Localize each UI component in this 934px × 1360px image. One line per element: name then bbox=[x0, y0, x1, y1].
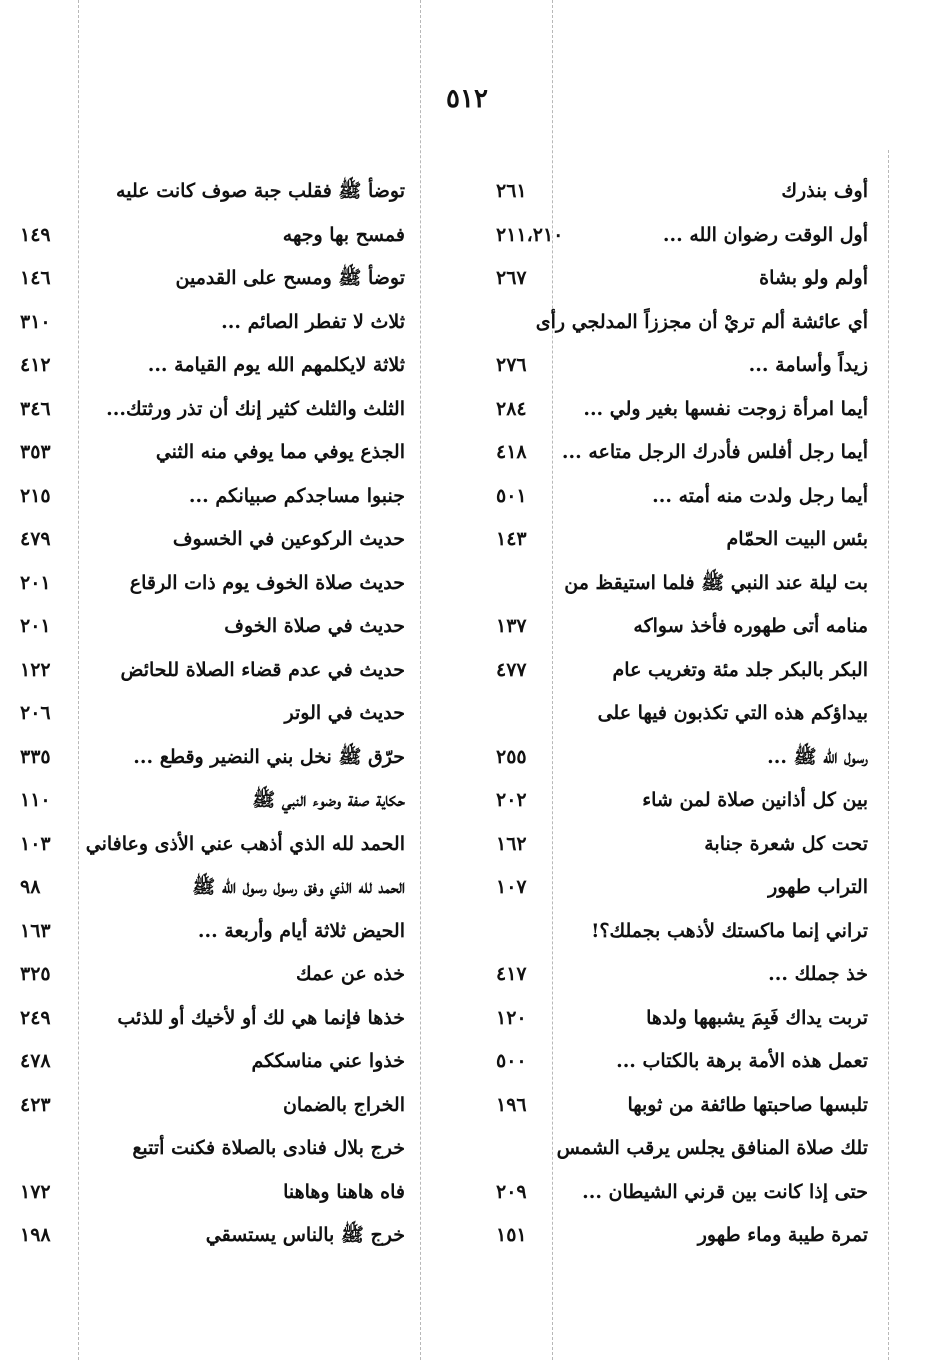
entry-page-number: ١٦٣ bbox=[20, 919, 51, 942]
entry-page-number: ٣٥٣ bbox=[20, 441, 51, 463]
entry-text: توضأ ﷺ ومسح على القدمين bbox=[175, 267, 405, 289]
entry-text: الحمد لله الذي وفق رسول رسول الله ﷺ bbox=[192, 876, 405, 898]
entry-text: رسول الله ﷺ ... bbox=[767, 745, 868, 768]
index-entry bbox=[10, 1084, 405, 1128]
index-entry bbox=[10, 953, 405, 997]
index-entry bbox=[10, 649, 405, 693]
entry-text: بئس البيت الحمّام bbox=[726, 528, 868, 550]
entry-text: أوف بنذرك bbox=[781, 180, 868, 202]
index-entry bbox=[478, 736, 868, 780]
index-entry bbox=[10, 1171, 405, 1215]
index-entry bbox=[478, 388, 868, 432]
entry-text: فاه هاهنا وهاهنا bbox=[283, 1180, 405, 1203]
entry-page-number: ١٠٧ bbox=[496, 876, 527, 898]
entry-page-number: ٣٢٥ bbox=[20, 963, 51, 985]
entry-page-number: ٢٨٤ bbox=[496, 397, 527, 420]
entry-page-number: ١٢٠ bbox=[496, 1006, 527, 1029]
index-entry bbox=[10, 1214, 405, 1258]
entry-text: حديث صلاة الخوف يوم ذات الرقاع bbox=[129, 571, 405, 594]
entry-text: جنبوا مساجدكم صبيانكم ... bbox=[188, 484, 405, 507]
entry-text: ثلاث لا تفطر الصائم ... bbox=[221, 310, 405, 333]
column-divider-right bbox=[888, 150, 889, 1360]
index-entry bbox=[478, 605, 868, 649]
page-number: ٥١٢ bbox=[446, 84, 488, 114]
entry-page-number: ٢٠١ bbox=[20, 571, 51, 594]
entry-text: تعمل هذه الأمة برهة بالكتاب ... bbox=[616, 1050, 868, 1072]
entry-text: ثلاثة لايكلمهم الله يوم القيامة ... bbox=[147, 354, 405, 376]
index-entry bbox=[10, 431, 405, 475]
entry-text: حديث في عدم قضاء الصلاة للحائض bbox=[120, 658, 405, 681]
index-entry bbox=[478, 779, 868, 823]
index-entry bbox=[478, 344, 868, 388]
column-divider-center-a bbox=[420, 0, 421, 1360]
entry-page-number: ٥٠١ bbox=[496, 484, 527, 507]
entry-page-number: ٩٨ bbox=[20, 876, 41, 898]
entry-text: حديث في الوتر bbox=[284, 702, 405, 724]
index-entry bbox=[478, 301, 868, 345]
entry-text: الخراج بالضمان bbox=[282, 1093, 405, 1116]
entry-text: تمرة طيبة وماء طهور bbox=[697, 1224, 868, 1246]
index-entry bbox=[10, 736, 405, 780]
index-entry bbox=[478, 866, 868, 910]
index-entry bbox=[478, 1040, 868, 1084]
entry-page-number: ٤٧٧ bbox=[496, 658, 527, 681]
entry-page-number: ٤١٢ bbox=[20, 354, 51, 376]
entry-text: الجذع يوفي مما يوفي منه الثني bbox=[155, 441, 405, 463]
entry-page-number: ٤١٧ bbox=[496, 963, 527, 985]
entry-page-number: ١٦٢ bbox=[496, 832, 527, 855]
entry-page-number: ٢٧٦ bbox=[496, 354, 527, 376]
entry-text: حكاية صفة وضوء النبي ﷺ bbox=[252, 789, 405, 811]
entry-page-number: ٢١١،٢١٠ bbox=[496, 223, 564, 246]
entry-text: حديث في صلاة الخوف bbox=[224, 615, 405, 637]
index-entry bbox=[478, 1171, 868, 1215]
entry-page-number: ١٠٣ bbox=[20, 832, 51, 855]
entry-text: أول الوقت رضوان الله ... bbox=[662, 223, 868, 246]
entry-text: خذ جملك ... bbox=[768, 963, 868, 985]
index-entry bbox=[10, 605, 405, 649]
entry-page-number: ٢٠٩ bbox=[496, 1180, 527, 1203]
index-entry bbox=[478, 562, 868, 606]
entry-text: تلبسها صاحبتها طائفة من ثوبها bbox=[627, 1093, 868, 1116]
index-entry bbox=[478, 518, 868, 562]
index-entry bbox=[10, 214, 405, 258]
entry-page-number: ٢٥٥ bbox=[496, 745, 527, 768]
index-entry bbox=[478, 823, 868, 867]
entry-text: التراب طهور bbox=[768, 876, 868, 898]
entry-page-number: ١٥١ bbox=[496, 1224, 527, 1246]
index-entry bbox=[478, 170, 868, 214]
entry-page-number: ٢٠١ bbox=[20, 615, 51, 637]
entry-text: منامه أتى طهوره فأخذ سواكه bbox=[633, 615, 868, 637]
index-entry bbox=[478, 953, 868, 997]
index-entry bbox=[478, 1214, 868, 1258]
entry-text: أولم ولو بشاة bbox=[759, 267, 868, 289]
index-entry bbox=[10, 301, 405, 345]
entry-page-number: ٢٤٩ bbox=[20, 1006, 51, 1029]
index-entry bbox=[10, 823, 405, 867]
entry-page-number: ٣١٠ bbox=[20, 310, 51, 333]
index-entry bbox=[10, 1127, 405, 1171]
entry-text: خذوا عني مناسككم bbox=[251, 1050, 405, 1072]
entry-text: أي عائشة ألم تريْ أن مجززاً المدلجي رأى bbox=[535, 310, 868, 333]
index-entry bbox=[10, 257, 405, 301]
index-entry bbox=[10, 910, 405, 954]
index-entry bbox=[10, 997, 405, 1041]
entry-page-number: ٤٢٣ bbox=[20, 1093, 51, 1116]
entry-page-number: ٢١٥ bbox=[20, 484, 51, 507]
entry-page-number: ١٧٢ bbox=[20, 1180, 51, 1203]
entry-page-number: ١٤٦ bbox=[20, 267, 51, 289]
index-entry bbox=[10, 170, 405, 214]
index-entry bbox=[10, 344, 405, 388]
index-entry bbox=[478, 649, 868, 693]
index-entry bbox=[478, 910, 868, 954]
entry-text: الحمد لله الذي أذهب عني الأذى وعافاني bbox=[85, 832, 405, 855]
index-entry bbox=[10, 475, 405, 519]
index-column-left bbox=[10, 170, 405, 1258]
index-entry bbox=[10, 1040, 405, 1084]
entry-page-number: ١٤٩ bbox=[20, 223, 51, 246]
index-entry bbox=[10, 562, 405, 606]
index-entry bbox=[478, 431, 868, 475]
index-entry bbox=[478, 997, 868, 1041]
index-entry bbox=[478, 475, 868, 519]
index-column-right bbox=[478, 170, 868, 1258]
entry-text: توضأ ﷺ فقلب جبة صوف كانت عليه bbox=[116, 180, 405, 202]
entry-text: حتى إذا كانت بين قرني الشيطان ... bbox=[582, 1180, 868, 1203]
entry-text: خرج بلال فنادى بالصلاة فكنت أتتبع bbox=[132, 1137, 405, 1159]
entry-text: خذه عن عمك bbox=[295, 963, 405, 985]
entry-page-number: ١٩٦ bbox=[496, 1093, 527, 1116]
index-entry bbox=[10, 692, 405, 736]
entry-text: أيما رجل ولدت منه أمته ... bbox=[652, 484, 868, 507]
entry-text: الثلث والثلث كثير إنك أن تذر ورثتك... bbox=[106, 397, 405, 420]
entry-page-number: ١٤٣ bbox=[496, 528, 527, 550]
entry-text: الحيض ثلاثة أيام وأربعة ... bbox=[197, 919, 405, 942]
index-entry bbox=[10, 866, 405, 910]
entry-page-number: ١٣٧ bbox=[496, 615, 527, 637]
entry-page-number: ٣٣٥ bbox=[20, 745, 51, 768]
entry-text: بيداؤكم هذه التي تكذبون فيها على bbox=[597, 702, 868, 724]
entry-page-number: ٥٠٠ bbox=[496, 1050, 527, 1072]
entry-text: تربت يداك فَبِمَ يشبهها ولدها bbox=[646, 1006, 868, 1029]
index-entry bbox=[10, 388, 405, 432]
entry-text: بت ليلة عند النبي ﷺ فلما استيقظ من bbox=[564, 571, 868, 594]
entry-page-number: ١١٠ bbox=[20, 789, 51, 811]
entry-text: خذها فإنما هي لك أو لأخيك أو للذئب bbox=[117, 1006, 405, 1029]
entry-text: تحت كل شعرة جنابة bbox=[704, 832, 868, 855]
entry-page-number: ١٩٨ bbox=[20, 1224, 51, 1246]
entry-page-number: ٢٠٦ bbox=[20, 702, 51, 724]
entry-page-number: ٢٦٧ bbox=[496, 267, 527, 289]
entry-text: أيما امرأة زوجت نفسها بغير ولي ... bbox=[583, 397, 868, 420]
entry-page-number: ٢٠٢ bbox=[496, 789, 527, 811]
entry-text: البكر بالبكر جلد مئة وتغريب عام bbox=[612, 658, 868, 681]
entry-text: خرج ﷺ بالناس يستسقي bbox=[205, 1224, 405, 1246]
entry-page-number: ٣٤٦ bbox=[20, 397, 51, 420]
entry-text: بين كل أذانين صلاة لمن شاء bbox=[642, 789, 868, 811]
entry-text: تلك صلاة المنافق يجلس يرقب الشمس bbox=[556, 1137, 868, 1159]
entry-page-number: ١٢٢ bbox=[20, 658, 51, 681]
entry-page-number: ٤١٨ bbox=[496, 441, 527, 463]
entry-text: حرّق ﷺ نخل بني النضير وقطع ... bbox=[133, 745, 405, 768]
entry-page-number: ٢٦١ bbox=[496, 180, 527, 202]
index-entry bbox=[478, 1127, 868, 1171]
entry-page-number: ٤٧٩ bbox=[20, 528, 51, 550]
entry-text: حديث الركوعين في الخسوف bbox=[172, 528, 405, 550]
index-entry bbox=[10, 779, 405, 823]
entry-text: أيما رجل أفلس فأدرك الرجل متاعه ... bbox=[561, 441, 868, 463]
index-entry bbox=[478, 214, 868, 258]
index-entry bbox=[10, 518, 405, 562]
index-entry bbox=[478, 257, 868, 301]
index-entry bbox=[478, 692, 868, 736]
entry-page-number: ٤٧٨ bbox=[20, 1050, 51, 1072]
entry-text: زيداً وأسامة ... bbox=[748, 354, 868, 376]
entry-text: فمسح بها وجهه bbox=[282, 223, 405, 246]
index-entry bbox=[478, 1084, 868, 1128]
entry-text: تراني إنما ماكستك لأذهب بجملك؟! bbox=[591, 919, 868, 942]
